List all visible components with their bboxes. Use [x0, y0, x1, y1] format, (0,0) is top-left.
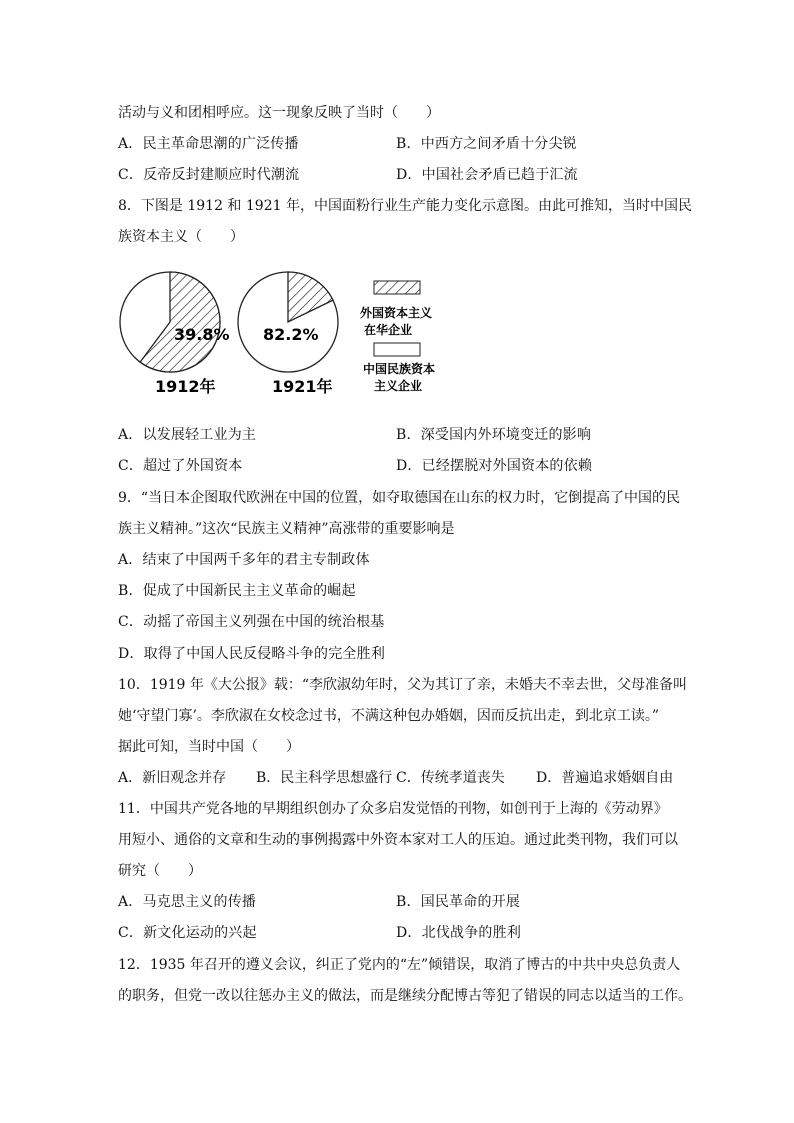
q8-option-d[interactable]: D．已经摆脱对外国资本的依赖 [396, 458, 593, 474]
q11-stem-line3: 研究（ ） [118, 863, 202, 879]
q10-option-d[interactable]: D．普遍追求婚姻自由 [536, 770, 674, 786]
q10-stem-line3: 据此可知，当时中国（ ） [118, 739, 300, 755]
q7-option-d[interactable]: D．中国社会矛盾已趋于汇流 [396, 167, 578, 183]
legend-label-national-line1: 中国民族资本 [363, 362, 436, 376]
q8-option-c[interactable]: C．超过了外国资本 [118, 458, 243, 474]
q10-stem-line1: 10．1919 年《大公报》载：“李欣淑幼年时，父为其订了亲，未婚夫不幸去世，父母准备叫 [118, 677, 688, 693]
pie-1921-percent-label: 82.2% [263, 325, 319, 344]
pie-1912-year-label: 1912年 [155, 377, 216, 396]
q9-option-b[interactable]: B．促成了中国新民主主义革命的崛起 [118, 583, 356, 599]
q11-option-c[interactable]: C．新文化运动的兴起 [118, 925, 257, 941]
legend-swatch-hatched [374, 281, 420, 294]
q11-option-d[interactable]: D．北伐战争的胜利 [396, 925, 522, 941]
pie-1921-year-label: 1921年 [272, 377, 333, 396]
pie-chart-figure [110, 262, 460, 402]
q10-option-a[interactable]: A．新旧观念并存 [118, 770, 227, 786]
q10-option-c[interactable]: C．传统孝道丧失 [396, 770, 505, 786]
q9-stem-line1: 9．“当日本企图取代欧洲在中国的位置，如夺取德国在山东的权力时，它倒提高了中国的民 [118, 490, 681, 506]
q9-option-c[interactable]: C．动摇了帝国主义列强在中国的统治根基 [118, 614, 385, 630]
q8-stem-line1: 8．下图是 1912 和 1921 年，中国面粉行业生产能力变化示意图。由此可推知，当时中国民 [118, 198, 692, 214]
legend-label-national-line2: 主义企业 [374, 379, 423, 393]
q7-option-b[interactable]: B．中西方之间矛盾十分尖锐 [396, 136, 577, 152]
legend-swatch-blank [374, 343, 420, 356]
q11-stem-line1: 11．中国共产党各地的早期组织创办了众多启发觉悟的刊物，如创刊于上海的《劳动界》 [118, 801, 668, 817]
q9-stem-line2: 族主义精神。”这次“民族主义精神”高涨带的重要影响是 [118, 521, 455, 537]
legend-label-foreign-line2: 在华企业 [364, 323, 413, 337]
q7-option-c[interactable]: C．反帝反封建顺应时代潮流 [118, 167, 300, 183]
pie-1912-percent-label: 39.8% [174, 325, 230, 344]
q9-option-d[interactable]: D．取得了中国人民反侵略斗争的完全胜利 [118, 646, 386, 662]
q7-option-a[interactable]: A．民主革命思潮的广泛传播 [118, 136, 299, 152]
q12-stem-line1: 12．1935 年召开的遵义会议，纠正了党内的“左”倾错误，取消了博古的中共中央总负责人 [118, 957, 681, 973]
q8-option-a[interactable]: A．以发展轻工业为主 [118, 427, 257, 443]
q10-stem-line2: 她‘守望门寡’。李欣淑在女校念过书，不满这种包办婚姻，因而反抗出走，到北京工读。” [118, 708, 660, 724]
q9-option-a[interactable]: A．结束了中国两千多年的君主专制政体 [118, 552, 370, 568]
q8-option-b[interactable]: B．深受国内外环境变迁的影响 [396, 427, 592, 443]
legend-label-foreign-line1: 外国资本主义 [360, 306, 433, 320]
q10-options-row [118, 768, 678, 788]
q11-option-a[interactable]: A．马克思主义的传播 [118, 894, 257, 910]
q7-stem-continued: 活动与义和团相呼应。这一现象反映了当时（ ） [118, 105, 440, 121]
q10-option-b[interactable]: B．民主科学思想盛行 [256, 770, 393, 786]
q8-stem-line2: 族资本主义（ ） [118, 229, 244, 245]
q12-stem-line2: 的职务，但党一改以往惩办主义的做法，而是继续分配博古等犯了错误的同志以适当的工作。 [118, 988, 692, 1004]
q11-option-b[interactable]: B．国民革命的开展 [396, 894, 521, 910]
q11-stem-line2: 用短小、通俗的文章和生动的事例揭露中外资本家对工人的压迫。通过此类刊物，我们可以 [118, 832, 678, 848]
